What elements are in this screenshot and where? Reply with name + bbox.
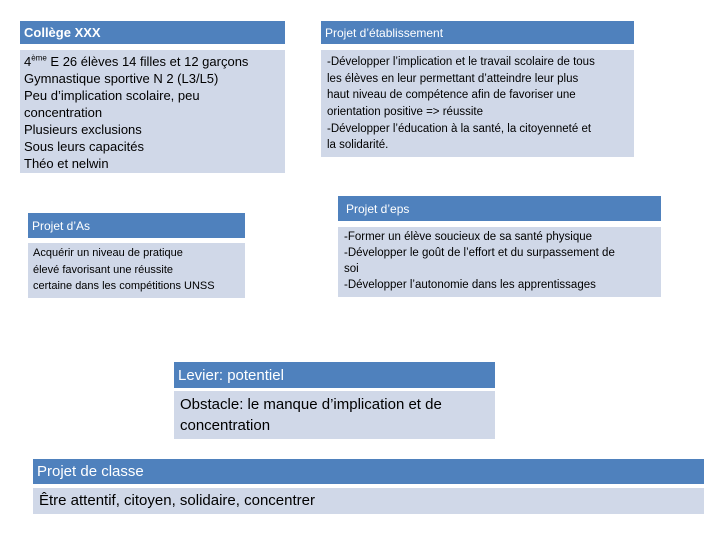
- college-line: Sous leurs capacités: [24, 139, 144, 155]
- etablissement-line: -Développer l’éducation à la santé, la citoyenneté et: [327, 122, 592, 135]
- projet-etablissement-header: [321, 21, 634, 45]
- college-line: Peu d’implication scolaire, peu: [24, 88, 200, 104]
- etablissement-line: la solidarité.: [327, 139, 389, 152]
- projet-etablissement-body: [321, 50, 634, 157]
- college-line: 4ème E 26 élèves 14 filles et 12 garçons: [24, 53, 249, 69]
- college-line: Gymnastique sportive N 2 (L3/L5): [24, 71, 219, 87]
- college-line: Théo et nelwin: [24, 156, 109, 172]
- obstacle-line: Obstacle: le manque d’implication et de: [180, 396, 442, 413]
- as-line: élevé favorisant une réussite: [33, 263, 174, 276]
- projet-etablissement-title: Projet d’établissement: [325, 25, 444, 40]
- obstacle-line: concentration: [180, 417, 271, 434]
- projet-classe-body: [33, 488, 704, 514]
- projet-as-header: [28, 213, 245, 239]
- etablissement-line: -Développer l’implication et le travail scolaire de tous: [327, 56, 595, 68]
- eps-line: -Développer l’autonomie dans les apprentissages: [344, 279, 596, 292]
- college-header: [20, 21, 285, 45]
- levier-header: [174, 362, 495, 389]
- projet-classe-text: Être attentif, citoyen, solidaire, concentrer: [39, 492, 315, 509]
- as-line: Acquérir un niveau de pratique: [33, 247, 183, 259]
- as-line: certaine dans les compétitions UNSS: [33, 280, 215, 292]
- obstacle-body: [174, 391, 495, 439]
- college-line: Plusieurs exclusions: [24, 122, 142, 138]
- projet-as-body: [28, 243, 245, 298]
- projet-classe-header: [33, 459, 704, 485]
- etablissement-line: les élèves en leur permettant d’atteindre leur plus: [327, 72, 579, 85]
- projet-as-title: Projet d’As: [32, 218, 91, 233]
- projet-eps-title: Projet d’eps: [346, 201, 410, 216]
- levier-title: Levier: potentiel: [178, 366, 284, 384]
- eps-line: soi: [344, 263, 359, 276]
- projet-eps-body: [338, 227, 661, 297]
- eps-line: -Former un élève soucieux de sa santé physique: [344, 231, 593, 243]
- projet-eps-header: [338, 196, 661, 222]
- college-title: Collège XXX: [24, 25, 101, 40]
- etablissement-line: haut niveau de compétence afin de favoriser une: [327, 89, 576, 102]
- college-line: concentration: [24, 105, 103, 121]
- college-body: [20, 50, 285, 173]
- projet-classe-title: Projet de classe: [37, 463, 144, 480]
- eps-line: -Développer le goût de l’effort et du surpassement de: [344, 247, 615, 260]
- etablissement-line: orientation positive => réussite: [327, 106, 483, 119]
